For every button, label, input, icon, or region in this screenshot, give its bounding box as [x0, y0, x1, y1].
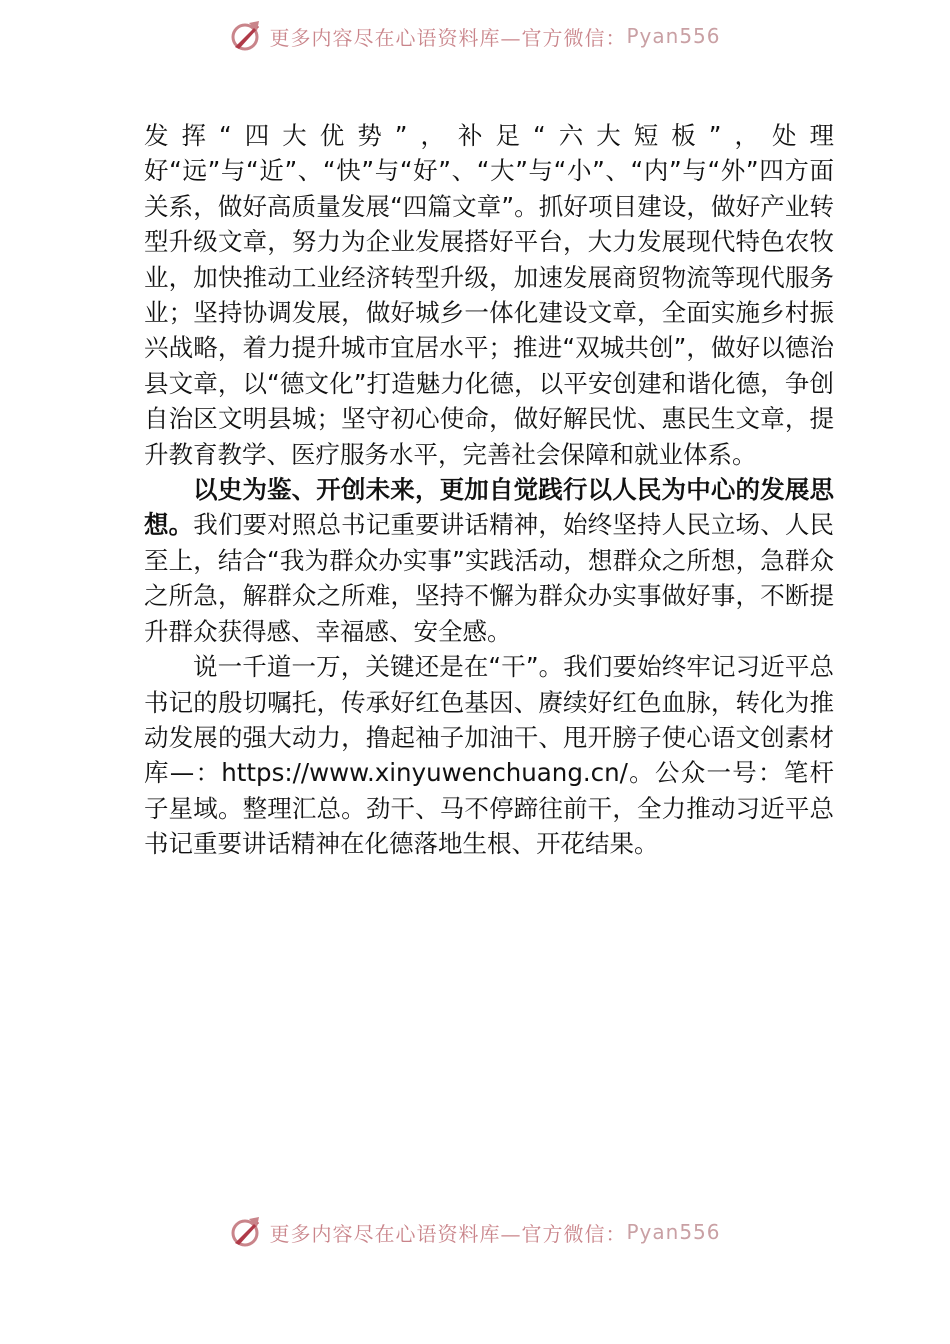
watermark-header: [0, 16, 950, 56]
watermark-text: 更多内容尽在心语资料库—官方微信：: [269, 1221, 627, 1246]
paragraph-1: [144, 118, 834, 472]
watermark-contact: Pyan556: [626, 1220, 721, 1244]
watermark-contact: Pyan556: [626, 24, 721, 48]
paragraph-1-text: 发挥“四大优势”，补足“六大短板”，处理好“远”与“近”、“快”与“好”、“大”与“小”、“内”与“外”四方面关系，做好高质量发展“四篇文章”。抓好项目建设，做好产业转型升级文章，努力为企业发展搭好平台，大力发展现代特色农牧业，加快推动工业经济转型升级，加速发展商贸物流等现代服务业；坚持协调发展，做好城乡一体化建设文章，全面实施乡村振兴战略，着力提升城市宜居水平；推进“双城共创”，做好以德治县文章，以“德文化”打造魅力化德，以平安创建和谐化德，争创自治区文明县城；坚守初心使命，做好解民忧、惠民生文章，提升教育教学、医疗服务水平，完善社会保障和就业体系。: [144, 121, 834, 469]
paragraph-2: [144, 472, 834, 649]
paragraph-2-lead: 以史为鉴、开创未来，更加自觉践行以人民为中心的发展思想。: [144, 475, 834, 540]
paragraph-3: [144, 649, 834, 861]
quill-logo-icon: [229, 19, 263, 53]
quill-logo-icon: [229, 1215, 263, 1249]
watermark-text: 更多内容尽在心语资料库—官方微信：: [269, 25, 627, 50]
document-body: [144, 118, 834, 862]
paragraph-2-text: 我们要对照总书记重要讲话精神，始终坚持人民立场、人民至上，结合“我为群众办实事”实践活动，想群众之所想，急群众之所急，解群众之所难，坚持不懈为群众办实事做好事，不断提升群众获得感、幸福感、安全感。: [144, 510, 834, 646]
watermark-footer: [0, 1212, 950, 1252]
paragraph-3-text: 说一千道一万，关键还是在“干”。我们要始终牢记习近平总书记的殷切嘱托，传承好红色基因、赓续好红色血脉，转化为推动发展的强大动力，撸起袖子加油干、甩开膀子使心语文创素材库—：https://www.xinyuwenchuang.cn/。公众一号：笔杆子星域。整理汇总。劲干、马不停蹄往前干，全力推动习近平总书记重要讲话精神在化德落地生根、开花结果。: [144, 652, 834, 859]
